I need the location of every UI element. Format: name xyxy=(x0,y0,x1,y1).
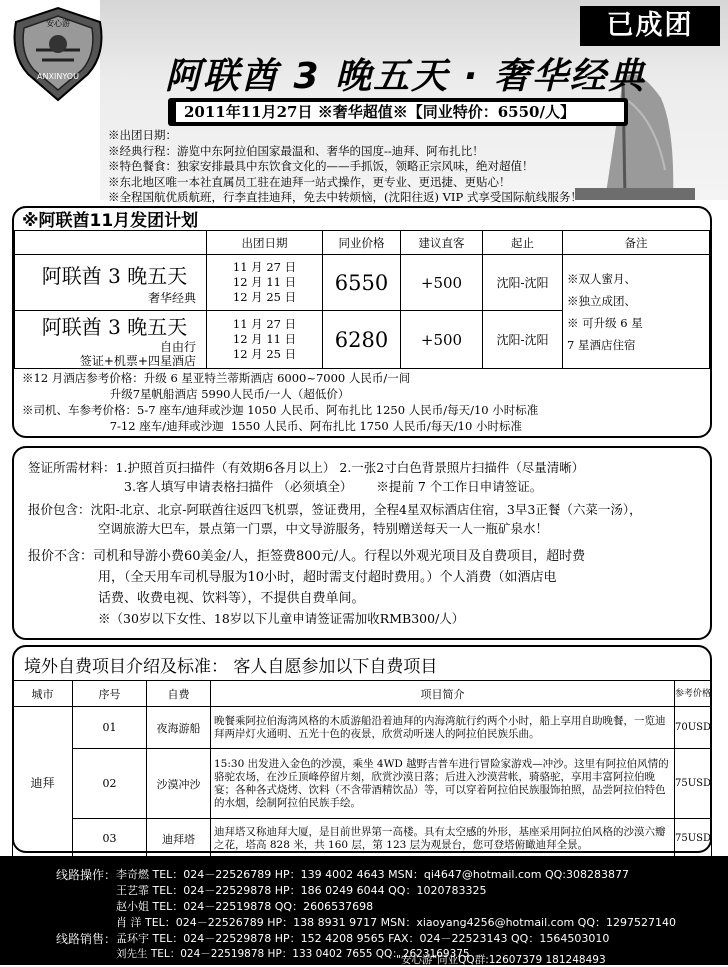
highlight-item: ※全程国航优质航班，行李直挂迪拜，免去中转烦恼，(沈阳往返) VIP 式享受国际航线服务！ xyxy=(108,190,582,204)
table-header-row xyxy=(13,681,712,707)
table-header-blank xyxy=(15,231,207,255)
company-logo-emblem xyxy=(8,4,108,104)
product-cell xyxy=(15,311,207,369)
departure-date: 12 月 25 日 xyxy=(232,290,297,304)
table-header: 项目简介 xyxy=(211,681,675,707)
item-name: 夜海游船 xyxy=(147,707,211,749)
item-price: 75USD xyxy=(674,749,711,819)
table-header: 备注 xyxy=(563,231,710,255)
page-title: 阿联酋 3 晚五天 · 奢华经典 xyxy=(165,56,646,97)
exclude-line: 话费、收费电视、饮料等），不提供自费单间。 xyxy=(98,591,365,606)
item-description: 晚餐乘阿拉伯海湾风格的木质游船沿着迪拜的内海湾航行约两个小时，船上享用自助晚餐，一览迪拜两岸灯火通明、五光十色的夜景，欣赏动听迷人的阿拉伯民族乐曲。 xyxy=(211,707,675,749)
table-row xyxy=(15,255,710,311)
product-cell xyxy=(15,255,207,311)
status-badge: 已成团 xyxy=(580,6,720,46)
product-package: 签证+机票+四星酒店 xyxy=(79,354,196,368)
sales-label: 线路销售： xyxy=(56,932,117,946)
ops-label: 线路操作： xyxy=(56,868,117,882)
contact-line: 王艺霏 TEL：024－22529878 HP：186 0249 6044 QQ：1020783325 xyxy=(116,884,487,897)
route: 沈阳-沈阳 xyxy=(483,255,563,311)
item-number: 03 xyxy=(73,819,147,859)
logo-bottom-text: ANXINYOU xyxy=(37,72,79,81)
note-line: ※独立成团、 xyxy=(567,293,636,308)
contact-line: 赵小姐 TEL：024－22519878 QQ：2606537698 xyxy=(116,900,374,913)
visa-materials-label: 签证所需材料： xyxy=(28,460,116,475)
table-header: 参考价格 xyxy=(674,681,711,707)
contact-footer xyxy=(0,856,728,965)
exclude-line: ※（30岁以下女性、18岁以下儿童申请签证需加收RMB300/人） xyxy=(98,611,465,626)
table-header: 城市 xyxy=(13,681,73,707)
product-name: 阿联酋 3 晚五天 xyxy=(41,315,188,339)
item-name: 迪拜塔 xyxy=(147,819,211,859)
table-header: 出团日期 xyxy=(207,231,323,255)
date-band-text: 2011年11月27日 ※奢华超值※【同业特价：6550/人】 xyxy=(175,101,625,123)
city-cell: 迪拜 xyxy=(13,707,73,859)
table-header: 同业价格 xyxy=(323,231,401,255)
route: 沈阳-沈阳 xyxy=(483,311,563,369)
table-header-row xyxy=(15,231,710,255)
include-line: 沈阳-北京、北京-阿联酋往返四飞机票，签证费用，全程4星双标酒店住宿，3早3正餐（六菜一汤）， xyxy=(90,502,642,517)
contact-line: 李奇燃 TEL：024－22526789 HP：139 4002 4643 MSN：qi4647@hotmail.com QQ:308283877 xyxy=(116,868,629,881)
table-row xyxy=(13,707,712,749)
reference-line: 升级7星帆船酒店 5990人民币/一人（超低价） xyxy=(22,387,350,401)
plan-title: ※阿联酋11月发团计划 xyxy=(22,211,199,231)
table-header: 建议直客 xyxy=(401,231,483,255)
visa-materials-line: 1.护照首页扫描件（有效期6各月以上） 2.一张2寸白色背景照片扫描件（尽量清晰） xyxy=(115,460,585,475)
product-subtitle: 自由行 xyxy=(159,340,196,354)
qq-group: "安心游"同业QQ群:12607379 181248493 xyxy=(396,954,606,966)
highlight-item: ※特色餐食：独家安排最具中东饮食文化的——手抓饭，领略正宗风味，绝对超值！ xyxy=(108,159,534,173)
highlight-item: ※出团日期： xyxy=(108,128,177,142)
date-cell xyxy=(207,311,323,369)
selfpay-table xyxy=(12,680,712,859)
note-line: 7 星酒店住宿 xyxy=(567,337,636,352)
exclude-line: 司机和导游小费60美金/人，拒签费800元/人。行程以外观光项目及自费项目，超时费 xyxy=(93,549,586,564)
selfpay-title: 境外自费项目介绍及标准： 客人自愿参加以下自费项目 xyxy=(24,657,438,677)
note-line: ※双人蜜月、 xyxy=(567,271,636,286)
include-line: 空调旅游大巴车，景点第一门票，中文导游服务，特别赠送每天一人一瓶矿泉水！ xyxy=(98,521,549,536)
visa-lead-time: ※提前 7 个工作日申请签证。 xyxy=(376,479,543,494)
table-row xyxy=(13,819,712,859)
include-row xyxy=(28,500,698,519)
departure-plan-table xyxy=(14,230,710,369)
reference-prices xyxy=(22,370,702,434)
visa-materials-row xyxy=(28,477,698,496)
notes-cell xyxy=(563,255,710,369)
suggested-markup: +500 xyxy=(401,311,483,369)
departure-date: 11 月 27 日 xyxy=(232,317,297,331)
item-number: 01 xyxy=(73,707,147,749)
product-subtitle: 奢华经典 xyxy=(147,290,196,305)
suggested-markup: +500 xyxy=(401,255,483,311)
contact-line: 刘先生 TEL：024－22519878 HP：133 0402 7655 QQ：2623169375 xyxy=(116,948,470,960)
contact-line: 孟环宇 TEL：024－22529878 HP：152 4208 9565 FAX：024－22523143 QQ：1564503010 xyxy=(116,932,610,945)
table-row xyxy=(13,749,712,819)
item-price: 75USD xyxy=(674,819,711,859)
reference-line: ※12 月酒店参考价格：升级 6 星亚特兰蒂斯酒店 6000~7000 人民币/一间 xyxy=(22,371,411,385)
departure-date: 11 月 27 日 xyxy=(232,260,297,274)
departure-date: 12 月 25 日 xyxy=(232,347,297,361)
table-header: 起止 xyxy=(483,231,563,255)
item-price: 70USD xyxy=(674,707,711,749)
visa-info xyxy=(28,458,698,628)
exclude-row xyxy=(28,546,698,567)
include-label: 报价包含： xyxy=(28,502,91,517)
departure-date: 12 月 11 日 xyxy=(232,332,297,346)
product-name: 阿联酋 3 晚五天 xyxy=(41,263,188,288)
trade-price: 6280 xyxy=(323,311,401,369)
logo-top-text: 安心游 xyxy=(46,19,70,28)
highlight-item: ※经典行程：游览中东阿拉伯国家最温和、奢华的国度--迪拜、阿布扎比！ xyxy=(108,143,484,158)
item-name: 沙漠冲沙 xyxy=(147,749,211,819)
highlight-item: ※东北地区唯一本社直属员工驻在迪拜一站式操作，更专业、更迅捷、更贴心！ xyxy=(108,174,511,189)
note-line: ※ 可升级 6 星 xyxy=(567,315,643,330)
trade-price: 6550 xyxy=(323,255,401,311)
reference-line: ※司机、车参考价格：5-7 座车/迪拜或沙迦 1050 人民币、阿布扎比 1250 人民币/每天/10 小时标准 xyxy=(22,403,539,417)
contact-line: 肖 洋 TEL：024－22526789 HP：138 8931 9717 MSN：xiaoyang4256@hotmail.com QQ：1297527140 xyxy=(116,916,676,929)
table-header: 序号 xyxy=(73,681,147,707)
exclude-line: 用，（全天用车司机导服为10小时，超时需支付超时费用。）个人消费（如酒店电 xyxy=(98,570,557,585)
date-cell xyxy=(207,255,323,311)
table-header: 自费 xyxy=(147,681,211,707)
highlight-list xyxy=(108,128,723,206)
item-description: 迪拜塔又称迪拜大厦，是目前世界第一高楼。具有太空感的外形，基座采用阿拉伯风格的沙漠六瓣之花，塔高 828 米，共 160 层，第 123 层为观景台，您可登塔俯瞰迪拜全景。 xyxy=(211,819,675,859)
exclude-label: 报价不含： xyxy=(28,549,94,564)
item-number: 02 xyxy=(73,749,147,819)
visa-materials-line: 3.客人填写申请表格扫描件 （必须填全） xyxy=(124,479,353,494)
reference-line: 7-12 座车/迪拜或沙迦 1550 人民币、阿布扎比 1750 人民币/每天/10 小时标准 xyxy=(22,419,522,433)
departure-date: 12 月 11 日 xyxy=(232,275,297,289)
visa-materials-row xyxy=(28,458,698,477)
item-description: 15:30 出发进入金色的沙漠，乘坐 4WD 越野吉普车进行冒险家游戏—冲沙。这里有阿拉伯风情的骆驼农场，在沙丘顶峰停留片刻，欣赏沙漠日落；后进入沙漠营帐，骑骆驼，享用丰富阿拉伯晚宴；各种各式烧烤、饮料（不含带酒精饮品）等，可以穿着阿拉伯民族服饰拍照，品尝阿拉伯特色的水烟，绘制阿拉伯民族手绘。 xyxy=(211,749,675,819)
